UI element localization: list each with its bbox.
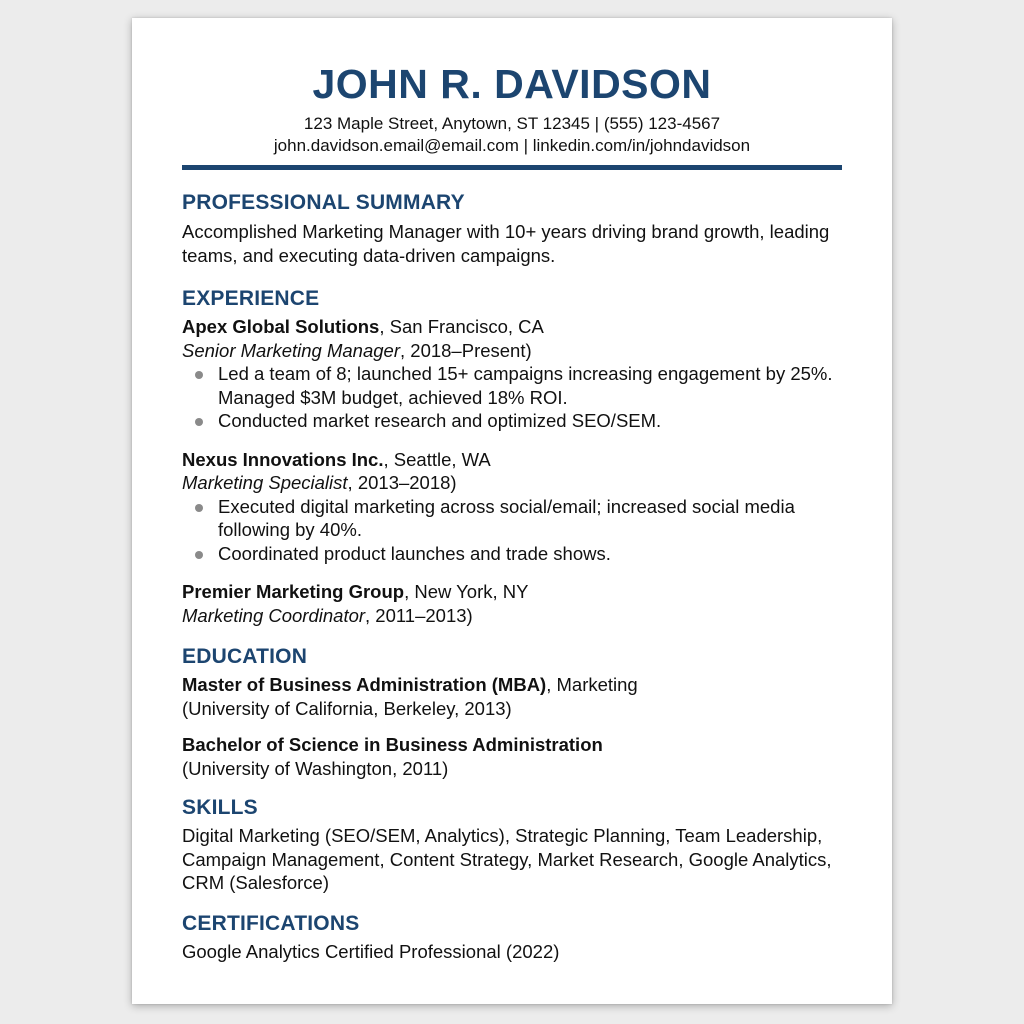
candidate-name: JOHN R. DAVIDSON [312,61,712,107]
job-location: , New York, NY [404,581,529,602]
degree-entry [182,673,842,720]
job-title-line [182,604,842,628]
job-entry [182,315,842,433]
job-company: Premier Marketing Group [182,581,405,602]
job-dates: , 2011–2013) [365,604,473,626]
bullet-dot-icon [195,504,203,512]
certifications-heading: CERTIFICATIONS [182,911,360,935]
bullet-dot-icon [195,418,203,426]
job-dates: , 2013–2018) [347,472,457,493]
job-company-line [182,448,842,472]
job-title-line [182,339,842,363]
job-dates: , 2018–Present) [400,339,532,361]
certification-text: Google Analytics Certified Professional (2022) [182,940,560,962]
experience-heading: EXPERIENCE [182,287,320,310]
skills-heading: SKILLS [182,796,258,819]
job-bullet: Led a team of 8; launched 15+ campaigns increasing engagement by 25%. Managed $3M budget, achieved 18% ROI. [182,362,842,409]
job-title: Marketing Specialist [182,472,348,493]
skills-text: Digital Marketing (SEO/SEM, Analytics), Strategic Planning, Team Leadership, Campaign Management, Content Strategy, Market Research, Google Analytics, CRM (Salesforce) [182,825,832,893]
degree-field: , Marketing [546,674,638,695]
degree-line [182,673,842,697]
job-bullet: Coordinated product launches and trade shows. [182,542,842,566]
job-title: Marketing Coordinator [182,604,366,626]
job-location: , Seattle, WA [383,448,491,470]
contact-address-phone: 123 Maple Street, Anytown, ST 12345 | (555) 123-4567 [303,114,721,133]
job-bullet: Executed digital marketing across social/email; increased social media following by 40%. [182,495,842,542]
job-bullets [182,362,842,433]
degree-institution: (University of California, Berkeley, 2013) [182,697,512,719]
job-bullet: Conducted market research and optimized SEO/SEM. [182,409,842,433]
degree-entry [182,733,842,780]
job-company-line [182,580,842,604]
job-company: Nexus Innovations Inc. [182,448,384,470]
header-divider [182,165,842,170]
job-entry [182,448,842,566]
job-location: , San Francisco, CA [379,316,544,337]
job-title-line [182,471,842,495]
job-entry [182,580,842,627]
bullet-dot-icon [195,371,203,379]
summary-heading: PROFESSIONAL SUMMARY [182,191,465,214]
summary-text: Accomplished Marketing Manager with 10+ years driving brand growth, leading teams, and executing data-driven campaigns. [182,221,830,266]
degree-institution: (University of Washington, 2011) [182,757,449,779]
job-company-line [182,315,842,339]
contact-email-linkedin: john.davidson.email@email.com | linkedin.com/in/johndavidson [273,136,751,155]
job-company: Apex Global Solutions [182,316,380,337]
degree-name: Master of Business Administration (MBA) [182,674,547,695]
job-title: Senior Marketing Manager [182,339,400,361]
bullet-dot-icon [195,551,203,559]
job-bullets [182,495,842,566]
resume-page [132,18,892,1004]
degree-line [182,733,842,757]
education-heading: EDUCATION [182,645,308,668]
degree-name: Bachelor of Science in Business Administration [182,734,603,755]
